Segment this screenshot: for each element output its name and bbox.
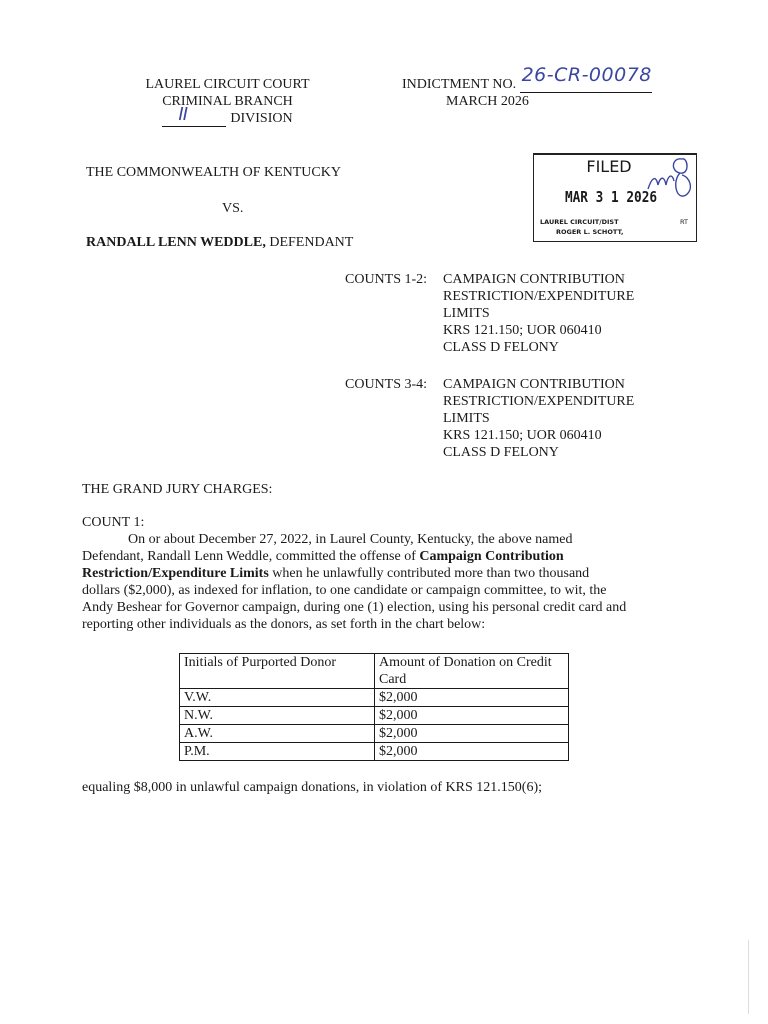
offense-name-part: Restriction/Expenditure Limits bbox=[82, 566, 269, 581]
count-line: CLASS D FELONY bbox=[443, 340, 559, 355]
paragraph-line: reporting other individuals as the donors, as set forth in the chart below: bbox=[82, 617, 486, 632]
donation-amount: $2,000 bbox=[375, 743, 569, 761]
paragraph-line bbox=[82, 548, 682, 565]
stamp-court-line: LAUREL CIRCUIT/DIST bbox=[540, 218, 619, 226]
paragraph-line: Andy Beshear for Governor campaign, during one (1) election, using his personal credit card and bbox=[82, 600, 627, 615]
count-line: KRS 121.150; UOR 060410 bbox=[443, 323, 602, 338]
defendant bbox=[86, 234, 353, 251]
donor-initials: V.W. bbox=[180, 689, 375, 707]
count-line: RESTRICTION/EXPENDITURE bbox=[443, 289, 635, 304]
donation-amount: $2,000 bbox=[375, 707, 569, 725]
paragraph-text: when he unlawfully contributed more than two thousand bbox=[268, 566, 590, 581]
filed-stamp bbox=[533, 153, 697, 242]
grand-jury-heading: THE GRAND JURY CHARGES: bbox=[82, 482, 273, 497]
paragraph-text: Defendant, Randall Lenn Weddle, committed the offense of bbox=[82, 549, 420, 564]
paragraph-line: dollars ($2,000), as indexed for inflation, to one candidate or campaign committee, to wit, the bbox=[82, 583, 607, 598]
court-division bbox=[120, 104, 335, 127]
count-line: RESTRICTION/EXPENDITURE bbox=[443, 394, 635, 409]
stamp-clerk-line: ROGER L. SCHOTT, bbox=[556, 228, 624, 236]
total-statement: equaling $8,000 in unlawful campaign donations, in violation of KRS 121.150(6); bbox=[82, 780, 542, 795]
column-header: Amount of Donation on Credit Card bbox=[375, 654, 569, 689]
donor-table bbox=[179, 653, 569, 761]
court-branch: CRIMINAL BRANCH bbox=[162, 94, 293, 109]
court-name: LAUREL CIRCUIT COURT bbox=[145, 77, 310, 92]
handwritten-indictment-number: 26-CR-00078 bbox=[521, 64, 652, 86]
paragraph-line: On or about December 27, 2022, in Laurel County, Kentucky, the above named bbox=[128, 532, 573, 547]
donation-amount: $2,000 bbox=[375, 725, 569, 743]
defendant-name: RANDALL LENN WEDDLE, bbox=[86, 235, 266, 250]
counts-3-4-description bbox=[443, 376, 703, 461]
stamp-date: MAR 3 1 2026 bbox=[564, 188, 658, 206]
plaintiff: THE COMMONWEALTH OF KENTUCKY bbox=[86, 165, 341, 180]
count-line: CAMPAIGN CONTRIBUTION bbox=[443, 377, 625, 392]
counts-1-2-label: COUNTS 1-2: bbox=[345, 272, 428, 287]
court-header bbox=[120, 76, 335, 127]
count-1-paragraph bbox=[82, 531, 682, 633]
handwritten-division: II bbox=[178, 104, 188, 125]
offense-name-part: Campaign Contribution bbox=[419, 549, 564, 564]
count-1-heading: COUNT 1: bbox=[82, 515, 145, 530]
stamp-filed-text: FILED bbox=[586, 157, 632, 176]
count-line: LIMITS bbox=[443, 306, 490, 321]
indictment-term: MARCH 2026 bbox=[446, 94, 529, 109]
donor-initials: P.M. bbox=[180, 743, 375, 761]
paragraph-line bbox=[82, 565, 682, 582]
count-line: CLASS D FELONY bbox=[443, 445, 559, 460]
indictment-header bbox=[402, 64, 702, 110]
stamp-court-line-tail: RT bbox=[680, 218, 689, 226]
table-row bbox=[180, 689, 569, 707]
division-blank bbox=[162, 104, 226, 127]
table-row bbox=[180, 725, 569, 743]
table-header-row bbox=[180, 654, 569, 689]
donor-initials: N.W. bbox=[180, 707, 375, 725]
donor-initials: A.W. bbox=[180, 725, 375, 743]
handwritten-initials-icon bbox=[642, 151, 698, 211]
count-line: LIMITS bbox=[443, 411, 490, 426]
donation-amount: $2,000 bbox=[375, 689, 569, 707]
count-line: CAMPAIGN CONTRIBUTION bbox=[443, 272, 625, 287]
count-line: KRS 121.150; UOR 060410 bbox=[443, 428, 602, 443]
scan-edge-artifact bbox=[748, 940, 749, 1014]
versus: VS. bbox=[222, 201, 244, 216]
column-header: Initials of Purported Donor bbox=[180, 654, 375, 689]
table-row bbox=[180, 707, 569, 725]
counts-1-2-description bbox=[443, 271, 703, 356]
division-label: DIVISION bbox=[230, 111, 293, 126]
counts-3-4-label: COUNTS 3-4: bbox=[345, 377, 428, 392]
indictment-label: INDICTMENT NO. bbox=[402, 77, 517, 92]
defendant-label: DEFENDANT bbox=[265, 235, 354, 250]
indictment-number-blank bbox=[520, 64, 652, 93]
table-row bbox=[180, 743, 569, 761]
